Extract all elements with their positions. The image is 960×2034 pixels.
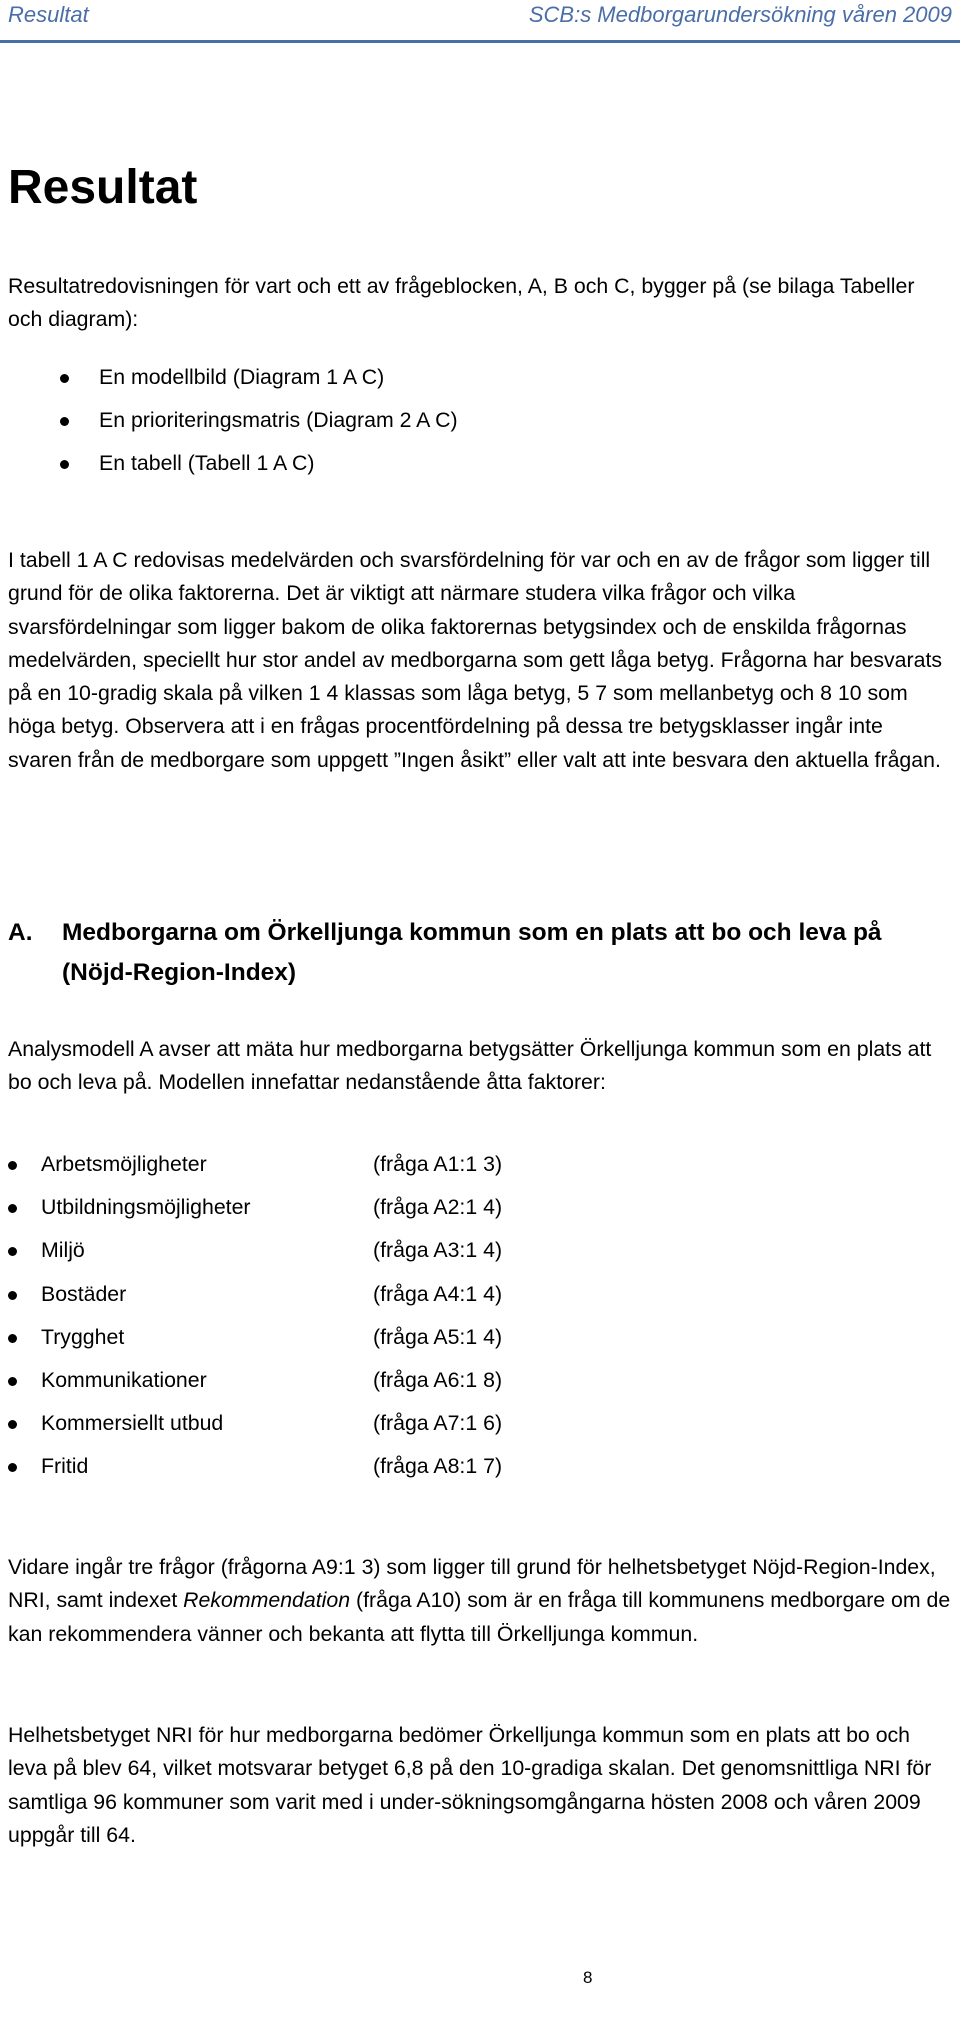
section-letter: A. bbox=[8, 919, 33, 946]
running-header bbox=[0, 0, 960, 40]
factor-question-ref: (fråga A7:1 6) bbox=[373, 1411, 503, 1436]
factor-question-ref: (fråga A8:1 7) bbox=[373, 1454, 503, 1479]
emphasis-term: Rekommendation bbox=[183, 1588, 351, 1613]
factor-item bbox=[8, 1148, 908, 1191]
bullet-icon bbox=[8, 1247, 17, 1256]
nri-paragraph: Helhetsbetyget NRI för hur medborgarna bedömer Örkelljunga kommun som en plats att bo och leva på blev 64, vilket motsvarar betyget 6,8 på den 10-gradiga skalan. Det genomsnittliga NRI för samtliga 96 kommuner som varit med i under-sökningsomgångarna hösten 2008 och våren 2009 uppgår till 64. bbox=[8, 1723, 932, 1847]
factor-name: Arbetsmöjligheter bbox=[41, 1152, 207, 1176]
additional-questions-paragraph bbox=[8, 1551, 952, 1651]
factor-name: Trygghet bbox=[41, 1324, 125, 1349]
bullet-icon bbox=[8, 1334, 17, 1343]
bullet-icon bbox=[60, 374, 69, 383]
factor-question-ref: (fråga A1:1 3) bbox=[373, 1152, 503, 1176]
factor-name: Bostäder bbox=[41, 1281, 127, 1306]
factor-question-ref: (fråga A3:1 4) bbox=[373, 1238, 503, 1263]
factor-question-ref: (fråga A5:1 4) bbox=[373, 1324, 503, 1349]
bullet-icon bbox=[8, 1377, 17, 1386]
list-item-text: En tabell (Tabell 1 A C) bbox=[99, 451, 315, 475]
header-rule bbox=[0, 40, 960, 43]
bullet-icon bbox=[8, 1420, 17, 1429]
page-number: 8 bbox=[583, 1968, 593, 1987]
bullet-icon bbox=[8, 1291, 17, 1300]
page-title: Resultat bbox=[8, 161, 198, 214]
list-item-text: En modellbild (Diagram 1 A C) bbox=[99, 365, 385, 389]
factor-item bbox=[8, 1364, 908, 1407]
bullet-icon bbox=[60, 460, 69, 469]
factor-item bbox=[8, 1278, 908, 1321]
factor-item bbox=[8, 1321, 908, 1364]
factor-name: Miljö bbox=[41, 1238, 85, 1263]
bullet-icon bbox=[8, 1463, 17, 1472]
intro-paragraph: Resultatredovisningen för vart och ett av frågeblocken, A, B och C, bygger på (se bilaga Tabeller och diagram): bbox=[8, 274, 915, 332]
factor-item bbox=[8, 1234, 908, 1277]
paragraph-text: Vidare ingår tre frågor (frågorna A9:1 3) som ligger till grund för helhetsbetyget Nöjd-Region-Index, NRI, samt indexet bbox=[8, 1555, 936, 1613]
factor-name: Kommunikationer bbox=[41, 1367, 207, 1392]
bullet-icon bbox=[8, 1204, 17, 1213]
header-section-title: Resultat bbox=[8, 2, 89, 27]
factor-item bbox=[8, 1450, 908, 1493]
bullet-icon bbox=[8, 1161, 17, 1170]
bullet-icon bbox=[60, 417, 69, 426]
table-description-paragraph: I tabell 1 A C redovisas medelvärden och svarsfördelning för var och en av de frågor som ligger till grund för de olika faktorerna. Det är viktigt att närmare studera vilka frågor och vilka svarsfördelningar som ligger bakom de olika faktorernas betygsindex och de enskilda frågornas medelvärden, speciellt hur stor andel av medborgarna som gett låga betyg. Frågorna har besvarats på en 10-gradig skala på vilken 1 4 klassas som låga betyg, 5 7 som mellanbetyg och 8 10 som höga betyg. Observera att i en frågas procentfördelning på dessa tre betygsklasser ingår inte svaren från de medborgare som uppgett ”Ingen åsikt” eller valt att inte besvara den aktuella frågan. bbox=[8, 548, 943, 772]
factor-name: Kommersiellt utbud bbox=[41, 1411, 224, 1436]
factor-name: Utbildningsmöjligheter bbox=[41, 1195, 251, 1220]
factor-item bbox=[8, 1191, 908, 1234]
list-item-text: En prioriteringsmatris (Diagram 2 A C) bbox=[99, 408, 458, 432]
factor-question-ref: (fråga A6:1 8) bbox=[373, 1367, 503, 1392]
paragraph-text: (fråga A10) som är en fråga till kommunens medborgare om de kan rekommendera vänner och bekanta att flytta till Örkelljunga kommun. bbox=[8, 1588, 951, 1646]
factor-question-ref: (fråga A2:1 4) bbox=[373, 1195, 503, 1220]
factor-list bbox=[8, 1148, 908, 1494]
header-report-title: SCB:s Medborgarundersökning våren 2009 bbox=[528, 2, 952, 27]
factor-name: Fritid bbox=[41, 1454, 89, 1479]
section-heading-text: Medborgarna om Örkelljunga kommun som en plats att bo och leva på (Nöjd-Region-Index) bbox=[62, 919, 882, 986]
model-paragraph: Analysmodell A avser att mäta hur medborgarna betygsätter Örkelljunga kommun som en plats att bo och leva på. Modellen innefattar nedanstående åtta faktorer: bbox=[8, 1037, 932, 1095]
factor-question-ref: (fråga A4:1 4) bbox=[373, 1281, 503, 1306]
factor-item bbox=[8, 1407, 908, 1450]
